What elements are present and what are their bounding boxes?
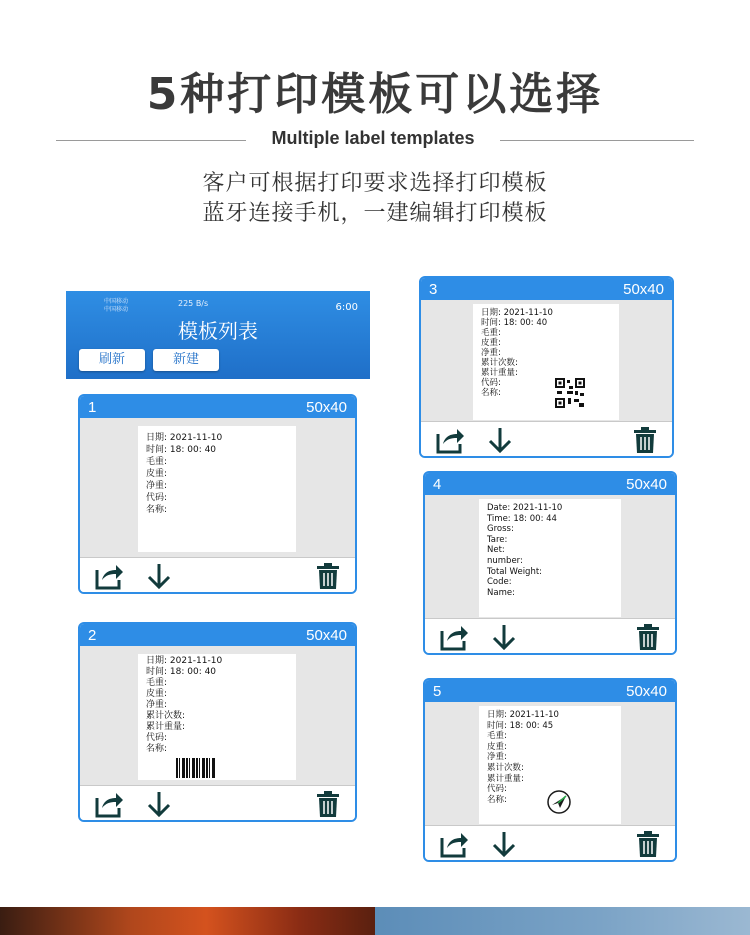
template-index: 3 — [429, 281, 438, 298]
label-line: 毛重: — [146, 457, 168, 467]
subtitle: Multiple label templates — [271, 128, 475, 148]
label-line: 代码: — [487, 784, 507, 795]
label-line: 日期: 2021-11-10 — [146, 656, 223, 666]
template-preview-area — [425, 702, 675, 828]
label-paper — [138, 654, 296, 780]
label-line: Tare: — [487, 534, 508, 545]
label-line: 时间: 18: 00: 45 — [487, 720, 554, 731]
label-line: 累计次数: — [487, 762, 524, 773]
template-size: 50x40 — [623, 281, 664, 298]
qr-code-image — [555, 378, 585, 408]
status-time: 6:00 — [335, 302, 358, 313]
template-size: 50x40 — [626, 476, 667, 493]
description-line-2: 蓝牙连接手机，一建编辑打印模板 — [202, 201, 548, 226]
phone-app-header — [66, 291, 370, 379]
label-line: 累计次数: — [481, 358, 518, 368]
template-actions — [425, 618, 675, 653]
label-line: Gross: — [487, 524, 514, 535]
template-card-1[interactable] — [78, 394, 357, 594]
template-index: 2 — [88, 627, 97, 644]
label-line: 净重: — [146, 700, 168, 710]
barcode-image — [176, 758, 216, 778]
label-line: Name: — [487, 587, 515, 598]
label-line: 净重: — [487, 752, 507, 763]
template-size: 50x40 — [306, 627, 347, 644]
page-title: 5种打印模板可以选择 — [146, 69, 604, 120]
label-line: 累计重量: — [146, 722, 186, 732]
label-line: 时间: 18: 00: 40 — [146, 445, 217, 455]
template-list-title: 模板列表 — [178, 319, 258, 343]
label-line: Time: 18: 00: 44 — [487, 513, 557, 524]
refresh-button[interactable]: 刷新 — [79, 349, 145, 371]
label-line: number: — [487, 555, 523, 566]
download-arrow-icon[interactable] — [491, 623, 517, 651]
carrier-1: 中国移动 — [104, 298, 129, 305]
label-line: Total Weight: — [487, 566, 543, 577]
label-line: 累计重量: — [487, 773, 524, 784]
template-preview-area — [80, 418, 355, 560]
label-line: 毛重: — [146, 678, 168, 688]
label-line: 名称: — [487, 794, 507, 805]
download-arrow-icon[interactable] — [491, 830, 517, 858]
template-card-5[interactable] — [423, 678, 677, 862]
label-line: 日期: 2021-11-10 — [146, 433, 223, 443]
label-line: 皮重: — [487, 741, 507, 752]
share-icon[interactable] — [94, 790, 124, 818]
label-line: 时间: 18: 00: 40 — [146, 667, 217, 677]
template-preview-area — [425, 495, 675, 621]
divider-right — [500, 140, 694, 141]
download-arrow-icon[interactable] — [146, 790, 172, 818]
label-line: 累计重量: — [481, 368, 518, 378]
company-logo-icon — [547, 790, 571, 814]
label-line: 皮重: — [481, 338, 501, 348]
template-preview-area — [421, 300, 672, 424]
label-line: Net: — [487, 545, 505, 556]
label-line: 日期: 2021-11-10 — [487, 710, 559, 720]
template-card-header — [425, 473, 675, 495]
label-line: Code: — [487, 577, 512, 588]
label-line: 代码: — [146, 733, 168, 743]
label-line: 时间: 18: 00: 40 — [481, 318, 548, 328]
label-line: 皮重: — [146, 689, 168, 699]
trash-icon[interactable] — [635, 623, 661, 651]
divider-left — [56, 140, 246, 141]
template-size: 50x40 — [306, 399, 347, 416]
template-card-header — [425, 680, 675, 702]
label-line: 代码: — [481, 378, 501, 388]
description-line-1: 客户可根据打印要求选择打印模板 — [202, 171, 548, 196]
share-icon[interactable] — [439, 830, 469, 858]
template-index: 5 — [433, 683, 442, 700]
label-paper — [473, 304, 619, 420]
template-preview-area — [80, 646, 355, 788]
template-actions — [421, 421, 672, 456]
label-line: 代码: — [146, 493, 168, 503]
download-arrow-icon[interactable] — [487, 426, 513, 454]
share-icon[interactable] — [439, 623, 469, 651]
status-speed: 225 B/s — [178, 299, 209, 308]
subtitle-row — [0, 128, 750, 152]
label-paper — [479, 706, 621, 824]
label-paper — [138, 426, 296, 552]
template-size: 50x40 — [626, 683, 667, 700]
label-line: 皮重: — [146, 469, 168, 479]
status-carriers — [104, 298, 128, 314]
template-index: 4 — [433, 476, 442, 493]
template-card-header — [80, 624, 355, 646]
template-card-3[interactable] — [419, 276, 674, 458]
label-line: 名称: — [481, 388, 501, 398]
share-icon[interactable] — [94, 562, 124, 590]
download-arrow-icon[interactable] — [146, 562, 172, 590]
label-line: 毛重: — [481, 328, 501, 338]
label-line: 日期: 2021-11-10 — [481, 308, 553, 318]
template-card-header — [80, 396, 355, 418]
template-index: 1 — [88, 399, 97, 416]
bottom-banner-left — [0, 907, 375, 935]
label-line: 净重: — [481, 348, 501, 358]
label-line: Date: 2021-11-10 — [487, 503, 563, 513]
template-actions — [80, 785, 355, 820]
label-line: 毛重: — [487, 731, 507, 742]
template-actions — [80, 557, 355, 592]
label-line: 名称: — [146, 505, 168, 515]
label-line: 名称: — [146, 744, 168, 754]
template-card-2[interactable] — [78, 622, 357, 822]
trash-icon[interactable] — [635, 830, 661, 858]
label-line: 累计次数: — [146, 711, 186, 721]
trash-icon[interactable] — [315, 790, 341, 818]
carrier-2: 中国移动 — [104, 306, 129, 313]
label-paper — [479, 499, 621, 617]
template-actions — [425, 825, 675, 860]
trash-icon[interactable] — [315, 562, 341, 590]
template-card-header — [421, 278, 672, 300]
bottom-banner-right — [375, 907, 750, 935]
template-card-4[interactable] — [423, 471, 677, 655]
trash-icon[interactable] — [632, 426, 658, 454]
new-template-button[interactable]: 新建 — [153, 349, 219, 371]
share-icon[interactable] — [435, 426, 465, 454]
label-line: 净重: — [146, 481, 168, 491]
